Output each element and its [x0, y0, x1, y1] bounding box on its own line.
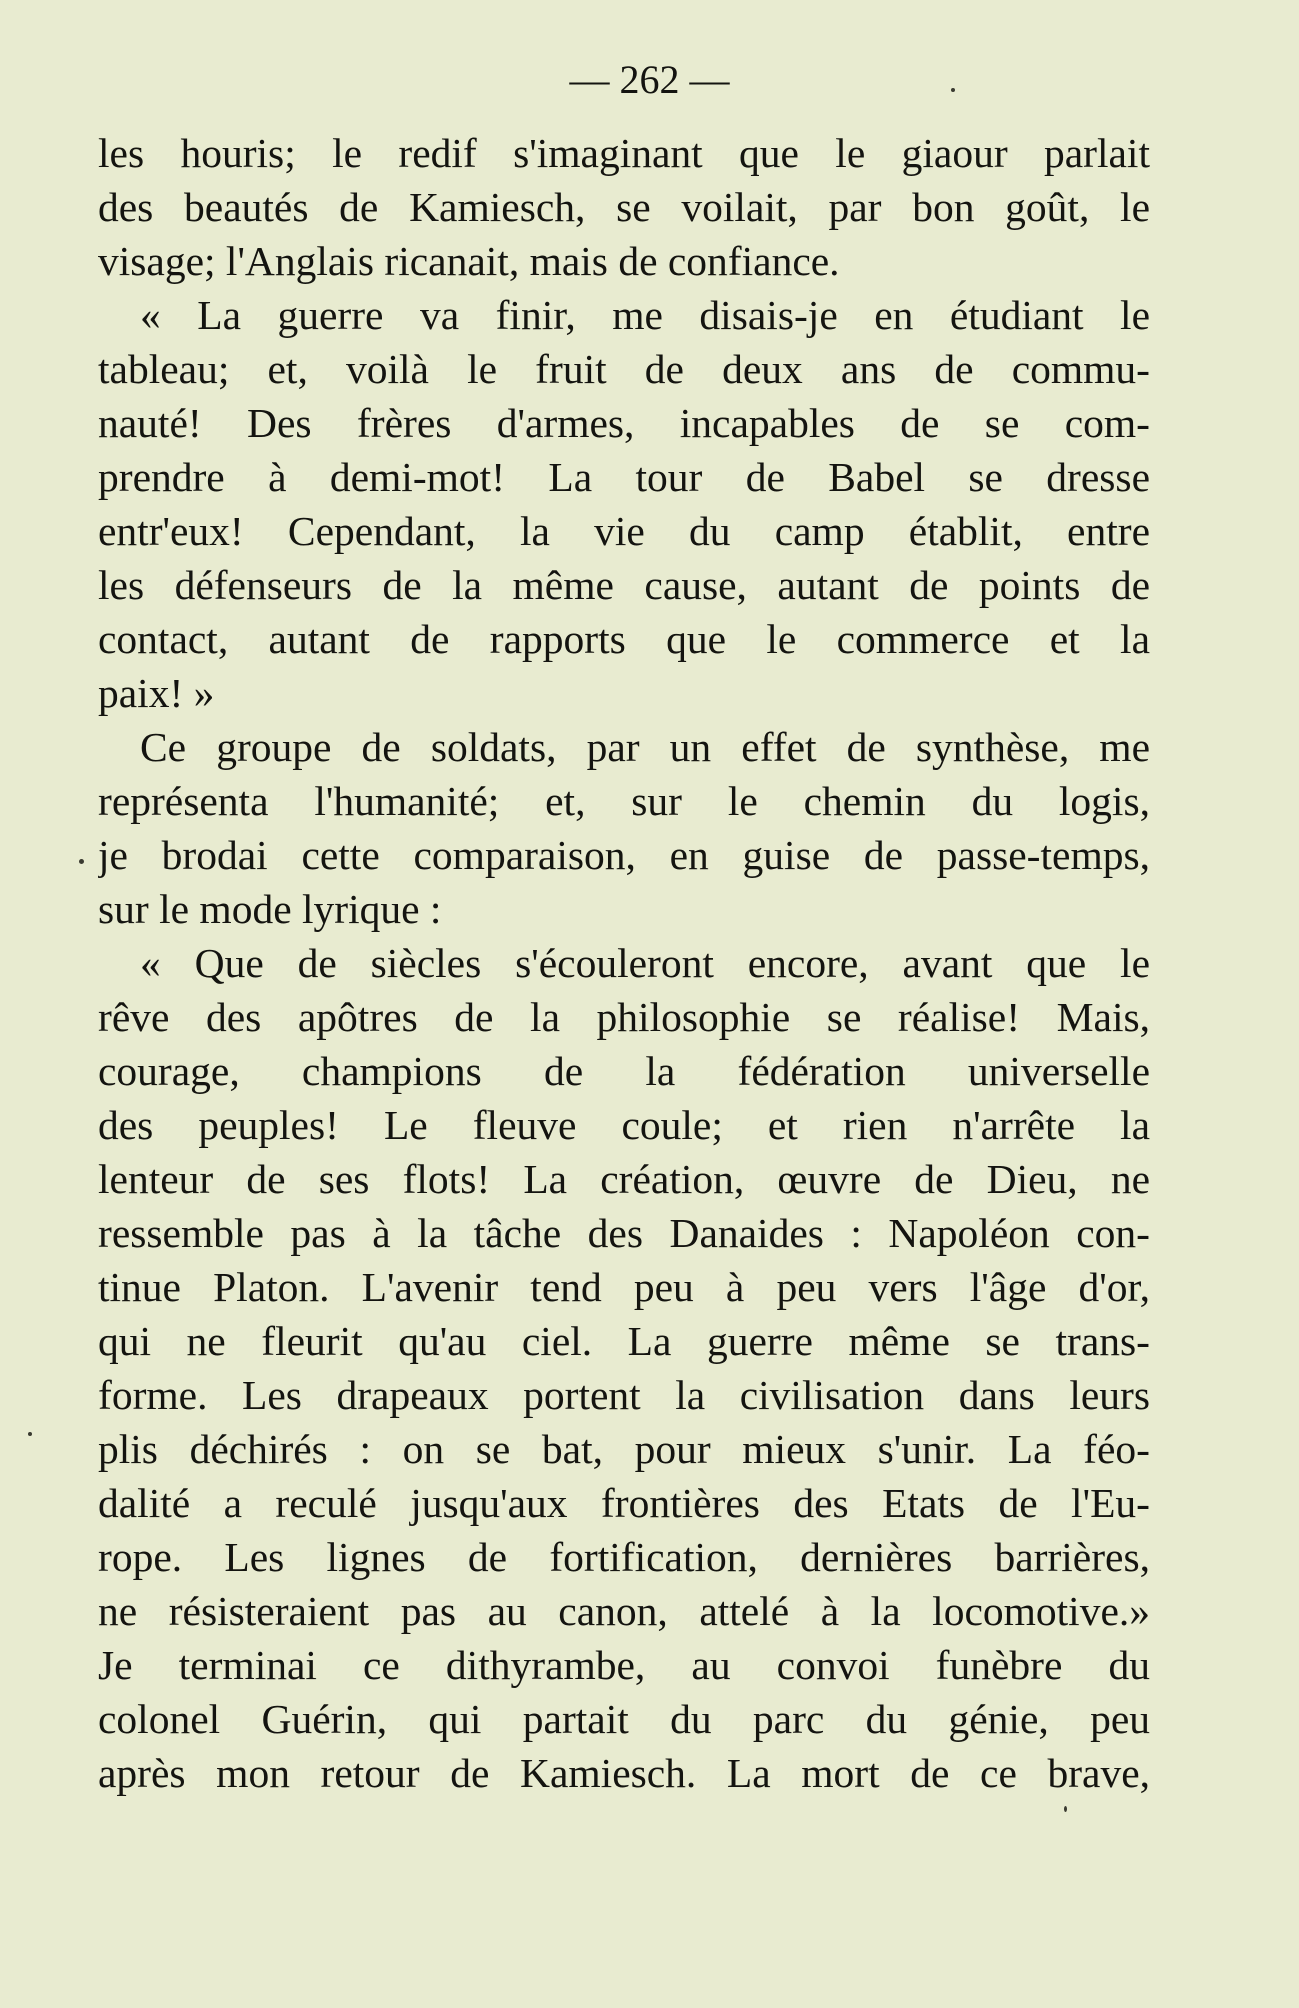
- text-line: après mon retour de Kamiesch. La mort de ce brave,: [98, 1750, 1150, 1796]
- text-line: sur le mode lyrique :: [98, 886, 442, 932]
- text-line: dalité a reculé jusqu'aux frontières des Etats de l'Eu-: [98, 1480, 1150, 1526]
- text-line: visage; l'Anglais ricanait, mais de confiance.: [98, 238, 840, 284]
- text-line: contact, autant de rapports que le commerce et la: [98, 616, 1150, 662]
- text-line: je brodai cette comparaison, en guise de passe-temps,: [98, 832, 1150, 878]
- ink-speck: [1064, 1806, 1067, 1812]
- text-line: représenta l'humanité; et, sur le chemin du logis,: [98, 778, 1150, 824]
- text-line: paix! »: [98, 670, 215, 716]
- ink-speck: [28, 1432, 32, 1436]
- text-line: rêve des apôtres de la philosophie se réalise! Mais,: [98, 994, 1150, 1040]
- text-line: prendre à demi-mot! La tour de Babel se dresse: [98, 454, 1150, 500]
- text-line: courage, champions de la fédération universelle: [98, 1048, 1150, 1094]
- text-line: forme. Les drapeaux portent la civilisation dans leurs: [98, 1372, 1150, 1418]
- text-line: lenteur de ses flots! La création, œuvre de Dieu, ne: [98, 1156, 1150, 1202]
- text-line: rope. Les lignes de fortification, dernières barrières,: [98, 1534, 1150, 1580]
- text-line: tinue Platon. L'avenir tend peu à peu vers l'âge d'or,: [98, 1264, 1150, 1310]
- text-line: plis déchirés : on se bat, pour mieux s'unir. La féo-: [98, 1426, 1150, 1472]
- body-text: [98, 126, 1150, 1800]
- ink-speck: [951, 88, 955, 92]
- text-line: nauté! Des frères d'armes, incapables de se com-: [98, 400, 1150, 446]
- text-line: les houris; le redif s'imaginant que le giaour parlait: [98, 130, 1150, 176]
- text-line: Je terminai ce dithyrambe, au convoi funèbre du: [98, 1642, 1150, 1688]
- text-line: « La guerre va finir, me disais-je en étudiant le: [140, 292, 1150, 338]
- text-line: Ce groupe de soldats, par un effet de synthèse, me: [140, 724, 1150, 770]
- text-line: tableau; et, voilà le fruit de deux ans de commu-: [98, 346, 1150, 392]
- text-line: entr'eux! Cependant, la vie du camp établit, entre: [98, 508, 1150, 554]
- page-number: — 262 —: [569, 57, 730, 102]
- text-line: ressemble pas à la tâche des Danaides : Napoléon con-: [98, 1210, 1150, 1256]
- text-line: ne résisteraient pas au canon, attelé à la locomotive.»: [98, 1588, 1150, 1634]
- text-line: les défenseurs de la même cause, autant de points de: [98, 562, 1150, 608]
- text-line: des peuples! Le fleuve coule; et rien n'arrête la: [98, 1102, 1150, 1148]
- text-line: qui ne fleurit qu'au ciel. La guerre même se trans-: [98, 1318, 1150, 1364]
- ink-speck: [79, 859, 84, 864]
- text-line: « Que de siècles s'écouleront encore, avant que le: [140, 940, 1150, 986]
- text-line: colonel Guérin, qui partait du parc du génie, peu: [98, 1696, 1150, 1742]
- text-line: des beautés de Kamiesch, se voilait, par bon goût, le: [98, 184, 1150, 230]
